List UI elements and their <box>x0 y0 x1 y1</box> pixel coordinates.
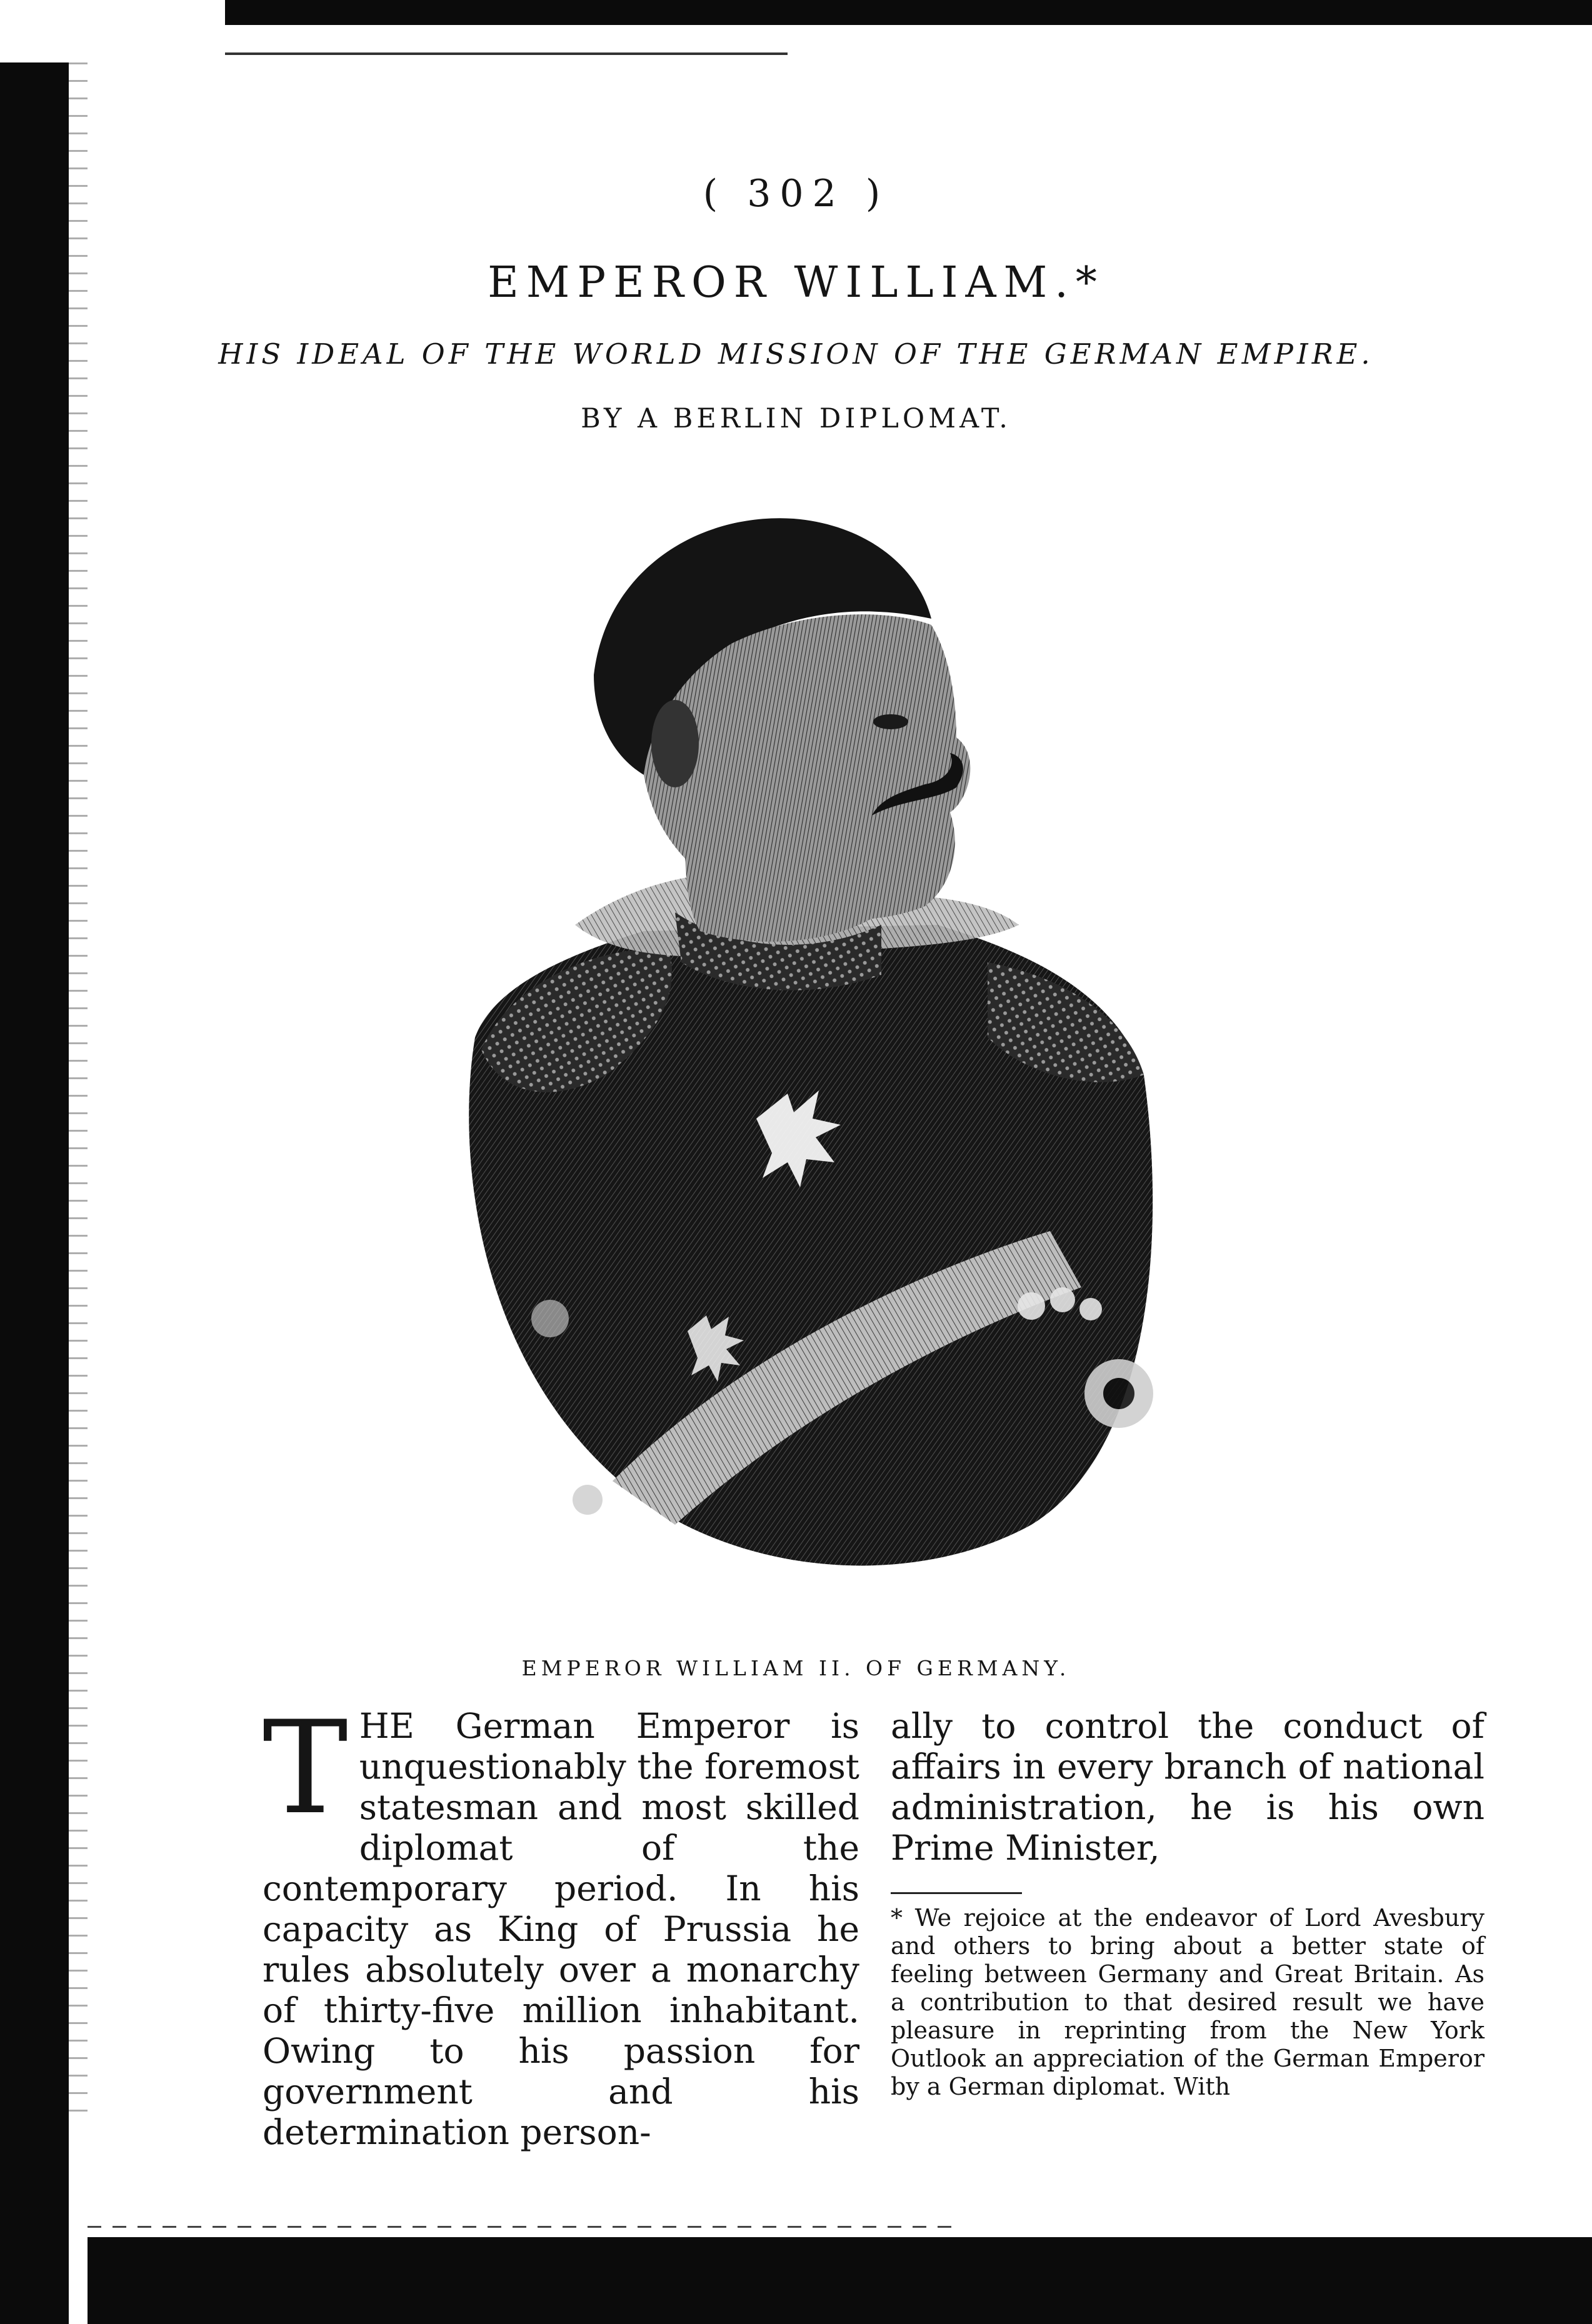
scan-edge-bottom <box>88 2237 1592 2324</box>
footnote: * We rejoice at the endeavor of Lord Avesbury and others to bring about a better state of feeling between Germany and Great Britain. As a contribution to that desired result we have pleasure in reprinting from the New York Outlook an appreciation of the German Emperor by a German diplomat. With <box>891 1904 1484 2100</box>
left-column-text: HE German Emperor is unquestionably the foremost statesman and most skilled diplomat of the contemporary period. In his capacity as King of Prussia he rules absolutely over a monarchy of thirty-five million inhabitant. Owing to his passion for government and his determination person- <box>263 1706 859 2152</box>
right-column-text: ally to control the conduct of affairs in every branch of national administration, he is his own Prime Minister, <box>891 1706 1484 1868</box>
scan-line-top <box>225 52 788 55</box>
illustration-caption: EMPEROR WILLIAM II. OF GERMANY. <box>521 1656 1071 1680</box>
article-column-left <box>263 1694 859 2153</box>
article-byline: BY A BERLIN DIPLOMAT. <box>581 403 1011 434</box>
portrait-illustration <box>406 475 1188 1637</box>
drop-cap: T <box>263 1694 348 1843</box>
article-title: EMPEROR WILLIAM.* <box>488 258 1104 307</box>
scan-dash-bottom <box>88 2226 963 2228</box>
scan-edge-top <box>225 0 1592 25</box>
scan-ticks-left <box>69 62 88 2125</box>
article-subtitle: HIS IDEAL OF THE WORLD MISSION OF THE GERMAN EMPIRE. <box>218 337 1374 371</box>
article-column-right <box>891 1706 1484 2101</box>
footnote-rule <box>891 1892 1022 1894</box>
page-number: ( 302 ) <box>703 172 889 216</box>
scan-edge-left <box>0 62 69 2324</box>
